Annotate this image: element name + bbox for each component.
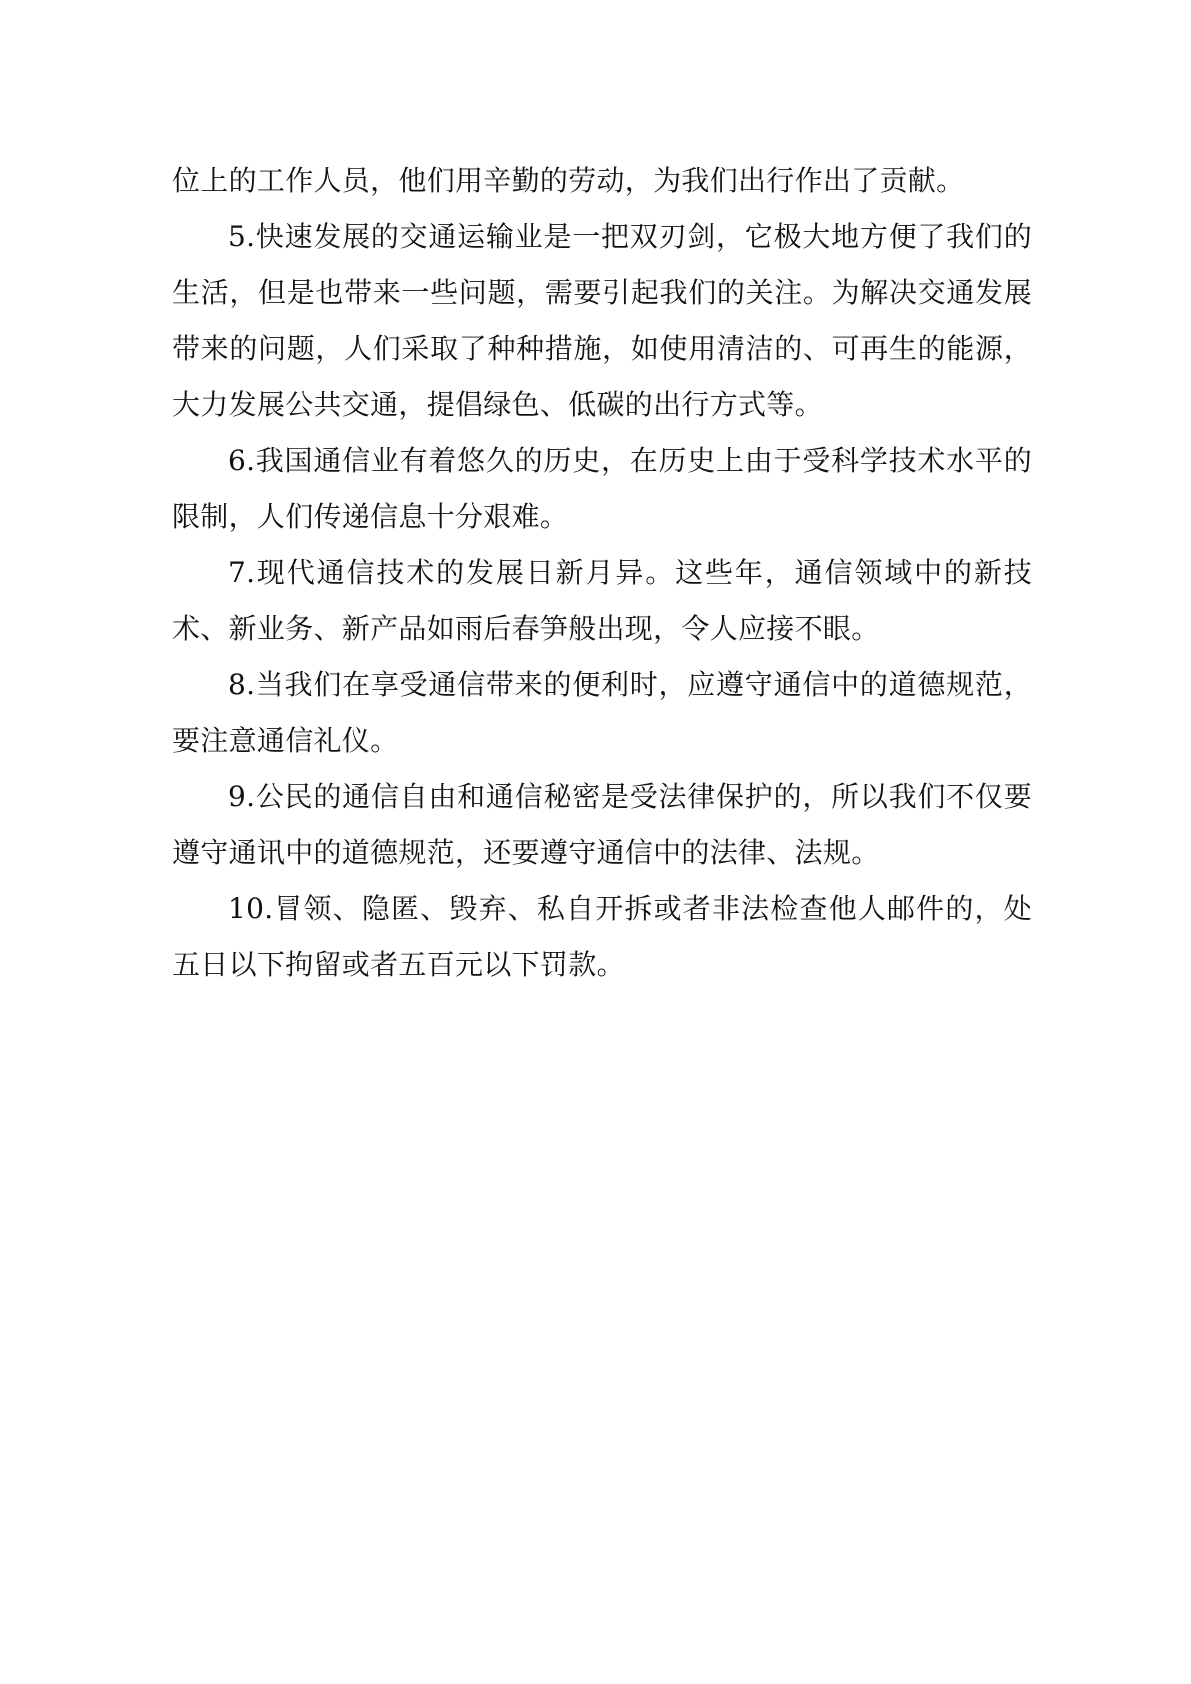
paragraph-item-10: 10.冒领、隐匿、毁弃、私自开拆或者非法检查他人邮件的，处五日以下拘留或者五百元以下罚款。 <box>172 892 1032 981</box>
paragraph-item-6: 6.我国通信业有着悠久的历史，在历史上由于受科学技术水平的限制，人们传递信息十分艰难。 <box>172 444 1032 533</box>
paragraph-item-5: 5.快速发展的交通运输业是一把双刃剑，它极大地方便了我们的生活，但是也带来一些问题，需要引起我们的关注。为解决交通发展带来的问题，人们采取了种种措施，如使用清洁的、可再生的能源，大力发展公共交通，提倡绿色、低碳的出行方式等。 <box>172 220 1032 421</box>
paragraph-item-7: 7.现代通信技术的发展日新月异。这些年，通信领域中的新技术、新业务、新产品如雨后春笋般出现，令人应接不眼。 <box>172 556 1032 645</box>
paragraph-continuation: 位上的工作人员，他们用辛勤的劳动，为我们出行作出了贡献。 <box>172 164 965 197</box>
paragraph-item-9: 9.公民的通信自由和通信秘密是受法律保护的，所以我们不仅要遵守通讯中的道德规范，还要遵守通信中的法律、法规。 <box>172 780 1032 869</box>
paragraph-item-8: 8.当我们在享受通信带来的便利时，应遵守通信中的道德规范，要注意通信礼仪。 <box>172 668 1032 757</box>
document-body <box>172 153 1032 993</box>
